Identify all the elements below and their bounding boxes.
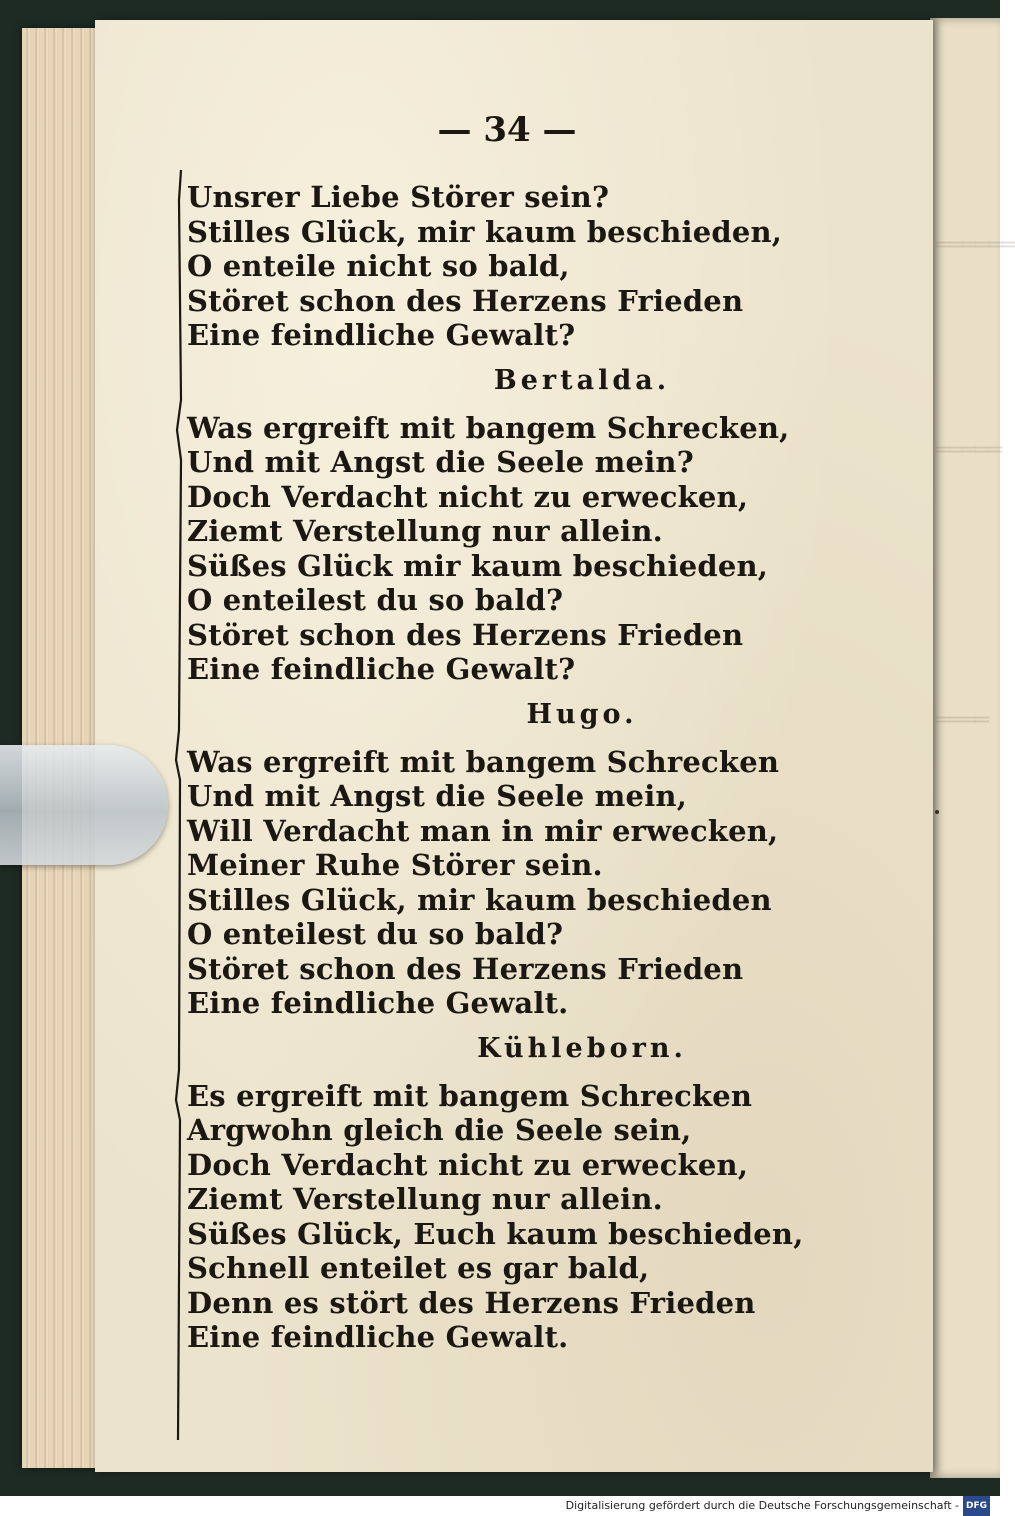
digitization-footer [0,1496,1000,1516]
verse-line: Stilles Glück, mir kaum beschieden, [187,214,783,249]
glass-bookmark [0,745,168,865]
verse-section [187,1031,827,1355]
verse-line: Eine feindliche Gewalt? [187,318,576,352]
verse-line: Stilles Glück, mir kaum beschieden [187,882,772,917]
verse-line: Ziemt Verstellung nur allein. [187,514,663,548]
speaker-name: Kühleborn. [477,1032,687,1064]
verse-line: Meiner Ruhe Störer sein. [187,848,603,882]
verse-line: Es ergreift mit bangem Schrecken [187,1078,753,1113]
verse-section [187,697,827,1021]
verse-line: Was ergreift mit bangem Schrecken, [187,410,790,445]
verse-line: Denn es stört des Herzens Frieden [187,1285,756,1320]
verse-text [187,180,827,1355]
verse-line: Schnell enteilet es gar bald, [187,1251,650,1285]
verse-line: Und mit Angst die Seele mein? [187,445,694,479]
dfg-logo: DFG [963,1496,990,1516]
verse-line: Störet schon des Herzens Frieden [187,283,744,318]
verse-line: Störet schon des Herzens Frieden [187,617,744,652]
verse-line: Doch Verdacht nicht zu erwecken, [187,1147,749,1182]
verse-line: Ziemt Verstellung nur allein. [187,1182,663,1216]
verse-section [187,180,827,353]
verse-line: Doch Verdacht nicht zu erwecken, [187,479,749,514]
bleed-through-text: ════ [936,708,989,733]
verse-section [187,363,827,687]
verse-line: Was ergreift mit bangem Schrecken [187,744,780,779]
verse-line: Süßes Glück mir kaum beschieden, [187,548,769,583]
verse-line: Will Verdacht man in mir erwecken, [187,813,779,848]
margin-bracket [173,170,185,1440]
verse-line: Eine feindliche Gewalt? [187,652,576,686]
verse-line: O enteile nicht so bald, [187,249,570,283]
bleed-through-text: ═════ [936,438,1003,463]
verse-line: Unsrer Liebe Störer sein? [187,180,610,214]
speaker-name: Hugo. [526,698,638,730]
footer-text: Digitalisierung gefördert durch die Deutsche Forschungsgemeinschaft - [565,1499,959,1512]
opposite-page [930,18,1015,1478]
book-page [95,20,933,1472]
verse-line: Eine feindliche Gewalt. [187,1320,569,1354]
bleed-through-text: ══════ [936,233,1015,258]
verse-line: O enteilest du so bald? [187,917,564,951]
verse-line: Argwohn gleich die Seele sein, [187,1113,692,1147]
verse-line: O enteilest du so bald? [187,583,564,617]
ink-speck [935,810,939,814]
speaker-name: Bertalda. [493,364,671,396]
verse-line: Und mit Angst die Seele mein, [187,779,688,813]
page-number: — 34 — [437,110,577,150]
verse-line: Eine feindliche Gewalt. [187,986,569,1020]
verse-line: Störet schon des Herzens Frieden [187,951,744,986]
verse-line: Süßes Glück, Euch kaum beschieden, [187,1216,804,1251]
